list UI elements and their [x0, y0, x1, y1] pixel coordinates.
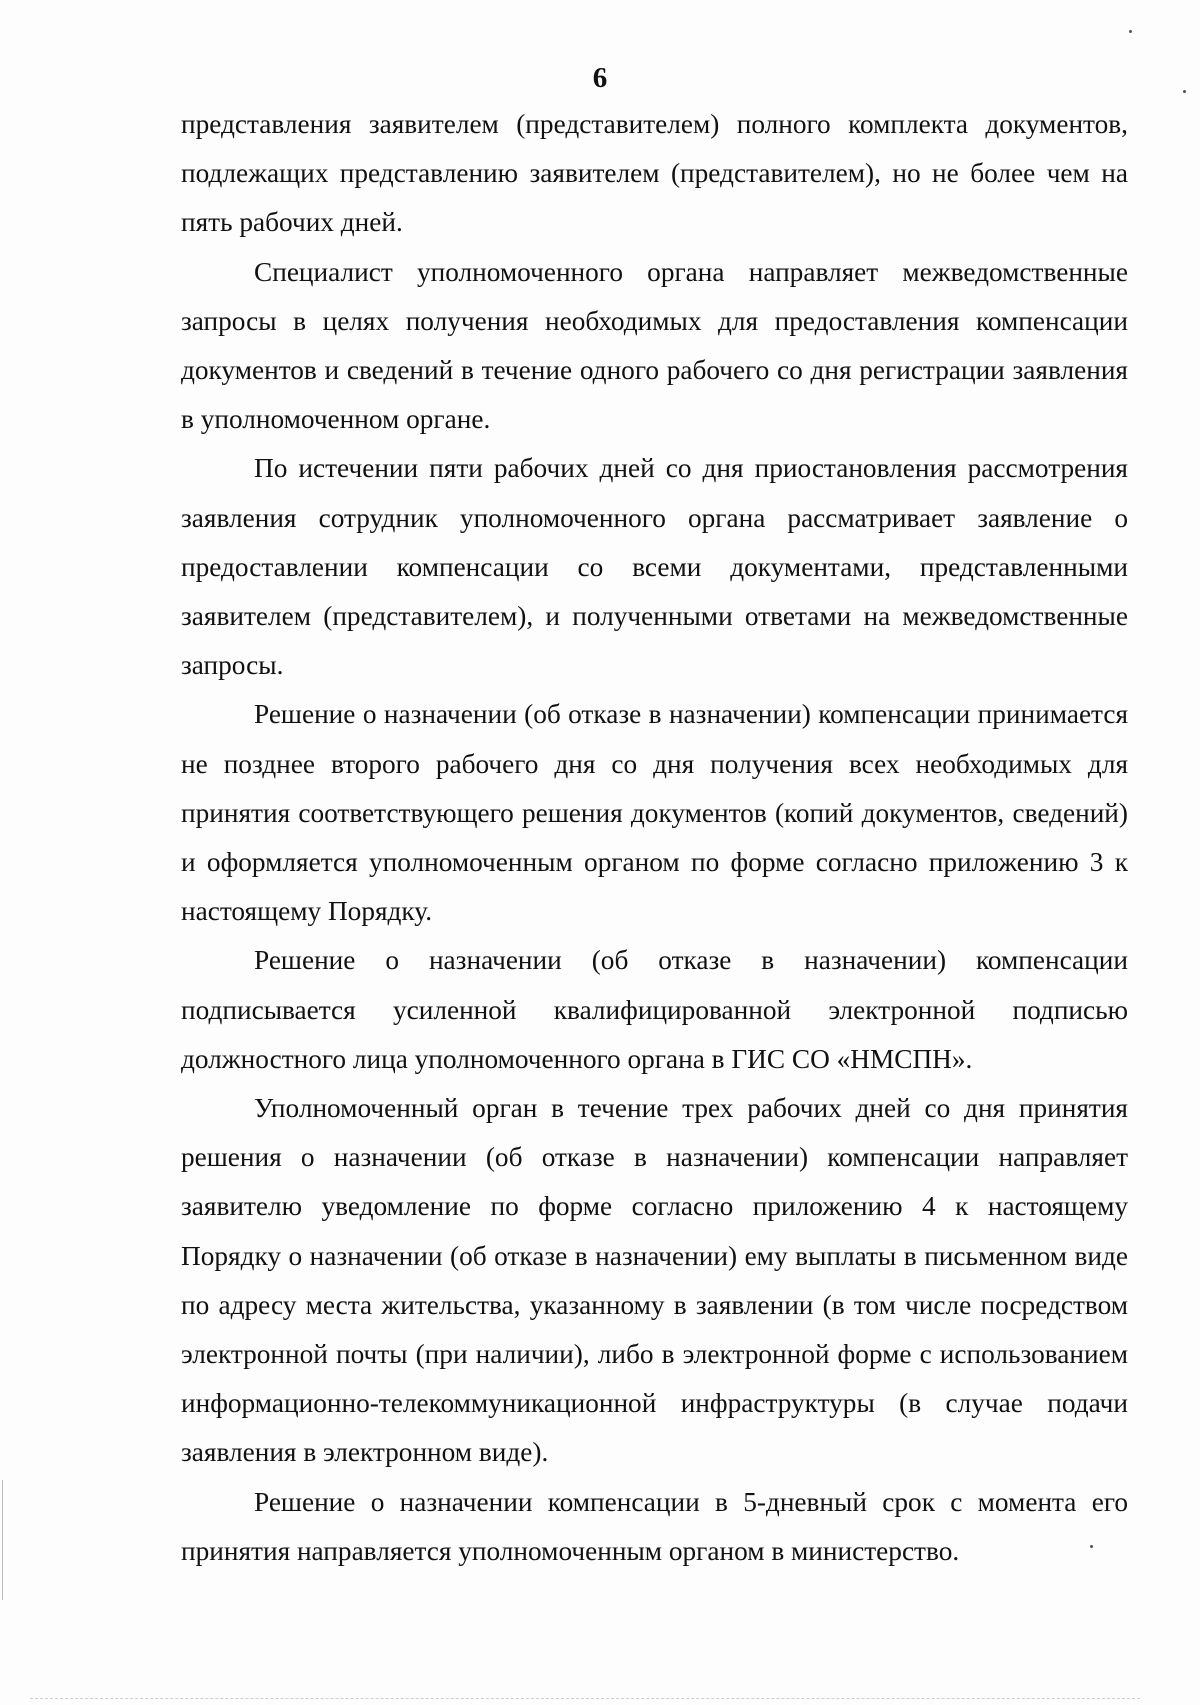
- paragraph-review-after-suspension: По истечении пяти рабочих дней со дня приостановления рассмотрения заявления сотрудник уполномоченного органа рассматривает заявление о предоставлении компенсации со всеми документами, представленными заявителем (представителем), и полученными ответами на межведомственные запросы.: [181, 453, 1128, 681]
- scan-speck: [1129, 30, 1132, 33]
- paragraph-notification: Уполномоченный орган в течение трех рабочих дней со дня принятия решения о назначении (об отказе в назначении) компенсации направляет заявителю уведомление по форме согласно приложению 4 к настоящему Порядку о назначении (об отказе в назначении) ему выплаты в письменном виде по адресу места жительства, указанному в заявлении (в том числе посредством электронной почты (при наличии), либо в электронной форме с использованием информационно-телекоммуникационной инфраструктуры (в случае подачи заявления в электронном виде).: [181, 1093, 1128, 1468]
- scan-edge-line: [2, 1480, 3, 1600]
- document-body: [181, 100, 1128, 1576]
- paragraph-ministry-forwarding: Решение о назначении компенсации в 5-дневный срок с момента его принятия направляется уполномоченным органом в министерство.: [181, 1486, 1128, 1566]
- paragraph-decision-deadline: Решение о назначении (об отказе в назначении) компенсации принимается не позднее второго рабочего дня со дня получения всех необходимых для принятия соответствующего решения документов (копий документов, сведений) и оформляется уполномоченным органом по форме согласно приложению 3 к настоящему Порядку.: [181, 699, 1128, 927]
- paragraph-decision-signature: Решение о назначении (об отказе в назначении) компенсации подписывается усиленной квалифицированной электронной подписью должностного лица уполномоченного органа в ГИС СО «НМСПН».: [181, 945, 1128, 1074]
- scan-bottom-edge: [30, 1698, 1140, 1700]
- paragraph-interagency-requests: Специалист уполномоченного органа направляет межведомственные запросы в целях получения необходимых для предоставления компенсации документов и сведений в течение одного рабочего со дня регистрации заявления в уполномоченном органе.: [181, 256, 1128, 435]
- scan-speck: [1183, 90, 1186, 93]
- scan-speck: [1090, 1545, 1093, 1548]
- paragraph-continuation: представления заявителем (представителем) полного комплекта документов, подлежащих представлению заявителем (представителем), но не более чем на пять рабочих дней.: [181, 109, 1128, 238]
- page-number: 6: [592, 62, 608, 94]
